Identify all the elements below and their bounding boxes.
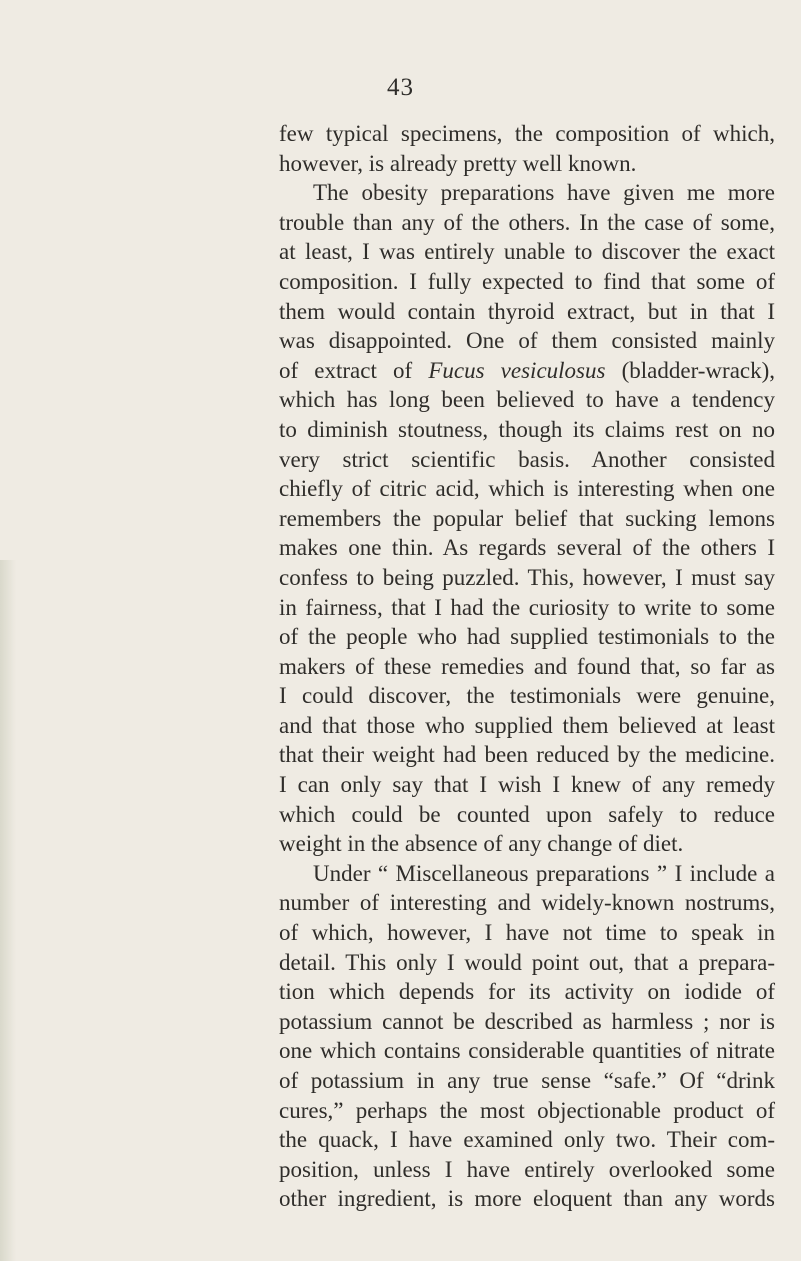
text-line: one which contains considerable quantities of nitrate — [279, 1038, 775, 1064]
page-number: 43 — [387, 74, 414, 101]
italic-term: Fucus vesiculosus — [428, 357, 606, 383]
text-line: chiefly of citric acid, which is interesting when one — [279, 476, 775, 502]
text-line: detail. This only I would point out, that a prepara- — [279, 949, 775, 975]
text-line: potassium cannot be described as harmless ; nor is — [279, 1008, 775, 1034]
text-line: cures,” perhaps the most objectionable product of — [279, 1097, 775, 1123]
text-line: tion which depends for its activity on iodide of — [279, 979, 775, 1005]
text-line: the quack, I have examined only two. Their com- — [279, 1127, 775, 1153]
text-line: to diminish stoutness, though its claims rest on no — [279, 416, 775, 442]
text-line: trouble than any of the others. In the case of some, — [279, 209, 775, 235]
text-line: which has long been believed to have a tendency — [279, 387, 775, 413]
text-line: in fairness, that I had the curiosity to write to some — [279, 594, 775, 620]
text-line: I could discover, the testimonials were genuine, — [279, 683, 775, 709]
text-line: of which, however, I have not time to speak in — [279, 920, 775, 946]
text-line: was disappointed. One of them consisted mainly — [279, 328, 775, 354]
text-line: few typical specimens, the composition of which, — [279, 121, 775, 146]
page-edge-shadow — [0, 560, 16, 1261]
text-line: makers of these remedies and found that, so far as — [279, 653, 775, 679]
text-line: which could be counted upon safely to reduce — [279, 801, 775, 827]
text-line: weight in the absence of any change of diet. — [279, 831, 684, 857]
text-line: I can only say that I wish I knew of any remedy — [279, 772, 775, 798]
text-line: number of interesting and widely-known nostrums, — [279, 890, 775, 916]
text-line: very strict scientific basis. Another consisted — [279, 446, 775, 472]
text-line: of potassium in any true sense “safe.” Of “drink — [279, 1068, 775, 1093]
text-line: at least, I was entirely unable to discover the exact — [279, 239, 775, 265]
text-line: that their weight had been reduced by the medicine. — [279, 742, 775, 768]
text-line: composition. I fully expected to find that some of — [279, 268, 775, 294]
text-line: The obesity preparations have given me more — [313, 180, 775, 206]
text-line: of the people who had supplied testimonials to the — [279, 624, 775, 650]
text-line: other ingredient, is more eloquent than any words — [279, 1186, 775, 1212]
text-line: them would contain thyroid extract, but in that I — [279, 298, 775, 324]
text-line: and that those who supplied them believed at least — [279, 712, 775, 738]
text-line: remembers the popular belief that sucking lemons — [279, 505, 775, 531]
text-line: however, is already pretty well known. — [279, 150, 637, 176]
text-line: of extract of Fucus vesiculosus (bladder-wrack), — [279, 357, 776, 383]
text-line: makes one thin. As regards several of the others I — [279, 535, 775, 561]
text-line: position, unless I have entirely overlooked some — [279, 1156, 775, 1182]
text-line: Under “ Miscellaneous preparations ” I include a — [313, 860, 775, 886]
body-text — [279, 119, 775, 1214]
text-line: confess to being puzzled. This, however, I must say — [279, 564, 775, 590]
